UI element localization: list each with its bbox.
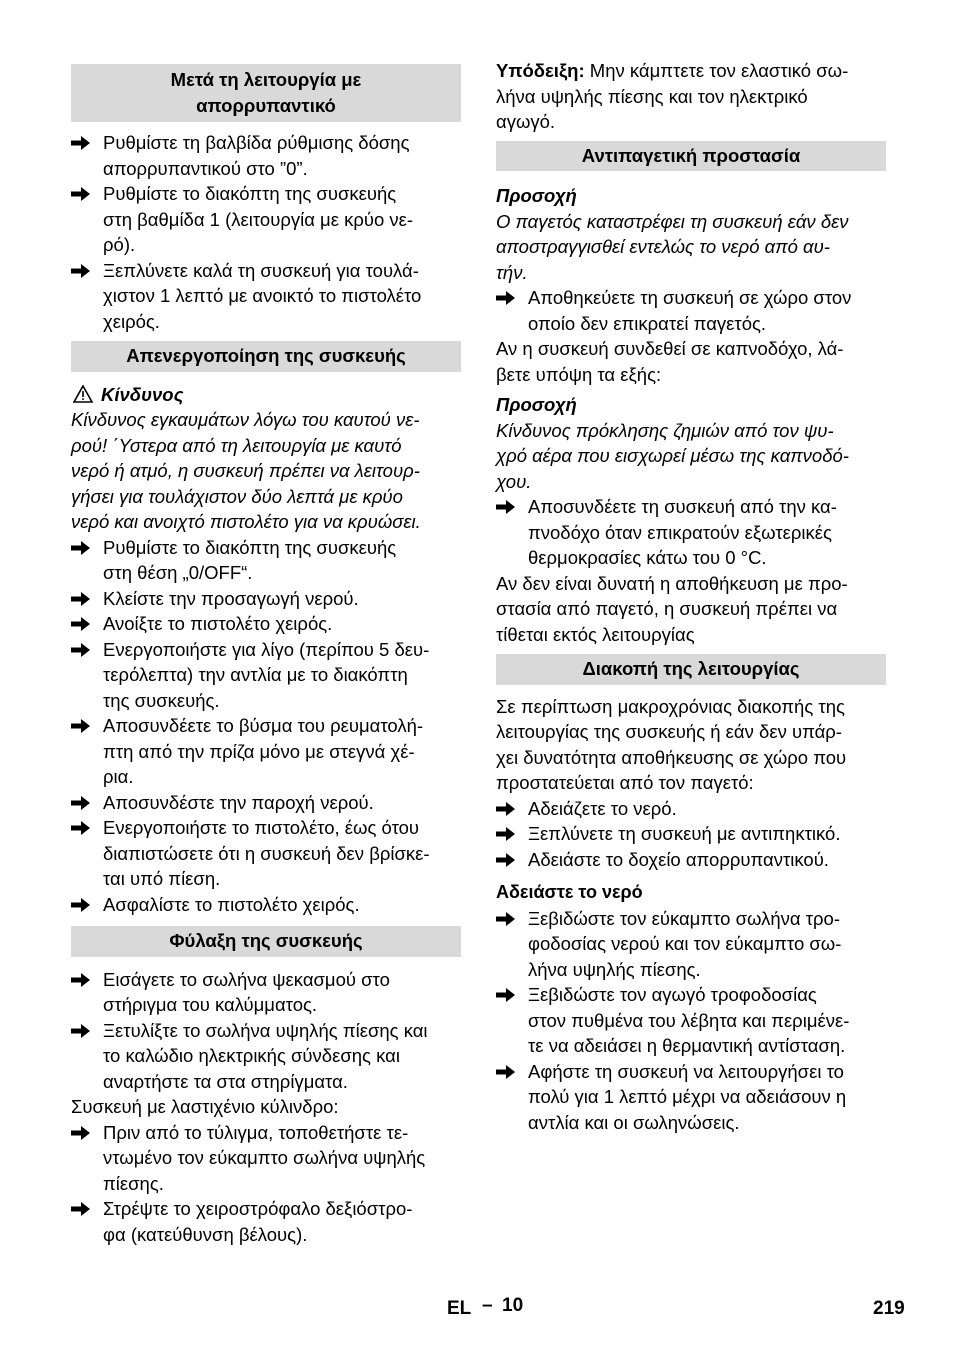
list-item-line: τερόλεπτα) την αντλία με το διακόπτη [103, 664, 408, 685]
arrow-right-icon [496, 852, 516, 868]
list-item-line: φα (κατεύθυνση βέλους). [103, 1223, 308, 1245]
arrow-right-icon [71, 1201, 91, 1217]
arrow-right-icon [496, 911, 516, 927]
arrow-right-icon [496, 801, 516, 817]
list-item-line: Ενεργοποιήστε το πιστολέτο, έως ότου [103, 817, 420, 838]
subheading-drain-water: Αδειάστε το νερό [496, 882, 643, 902]
text-line: προστατεύεται από τον παγετό: [496, 772, 754, 793]
list-item-line: Αποσυνδέστε την παροχή νερού. [103, 791, 374, 813]
text-line: γήσει για τουλάχιστον δύο λεπτά με κρύο [71, 485, 403, 507]
list-decommission [496, 796, 886, 873]
text-line: χου. [496, 470, 532, 492]
text-line: Αν δεν είναι δυνατή η αποθήκευση με προ- [496, 572, 848, 594]
list-item [71, 713, 461, 790]
list-item [71, 611, 461, 637]
footer-dash: – [482, 1295, 493, 1316]
list-item [71, 967, 461, 1018]
list-item-line: Ξεβιδώστε τον αγωγό τροφοδοσίας [528, 984, 817, 1005]
section-heading-after-detergent: Μετά τη λειτουργία με απορρυπαντικό [71, 64, 461, 122]
arrow-right-icon [71, 186, 91, 202]
list-item-line: στη θέση „0/OFF“. [103, 562, 253, 583]
list-item-line: ρια. [103, 766, 134, 787]
caution-text-2 [496, 418, 886, 495]
text-line: αποστραγγισθεί εντελώς το νερό από αυ- [496, 236, 830, 257]
list-item [71, 815, 461, 892]
list-item-line: πτη από την πρίζα μόνο με στεγνά χέ- [103, 740, 415, 762]
list-item-line: Αποσυνδέετε τη συσκευή από την κα- [528, 496, 837, 517]
paragraph-chimney [496, 336, 886, 387]
arrow-right-icon [71, 718, 91, 734]
text-line: Σε περίπτωση μακροχρόνιας διακοπής της [496, 695, 845, 717]
arrow-right-icon [71, 135, 91, 151]
list-item-line: ται υπό πίεση. [103, 868, 221, 889]
list-item-line: Αδειάστε το δοχείο απορρυπαντικού. [528, 848, 829, 870]
list-item-line: Αποθηκεύετε τη συσκευή σε χώρο στον [528, 287, 852, 308]
text-line: Αν η συσκευή συνδεθεί σε καπνοδόχο, λά- [496, 338, 844, 359]
list-item [71, 790, 461, 816]
list-after-detergent [71, 130, 461, 334]
text-line: χρό αέρα που εισχωρεί μέσω της καπνοδό- [496, 445, 849, 466]
arrow-right-icon [71, 263, 91, 279]
list-item [496, 494, 886, 571]
arrow-right-icon [71, 591, 91, 607]
paragraph-long-term [496, 694, 886, 796]
list-frost-1 [496, 285, 886, 336]
text-line: Κίνδυνος εγκαυμάτων λόγω του καυτού νε- [71, 409, 420, 430]
text-line: τίθεται εκτός λειτουργίας [496, 623, 695, 645]
list-frost-2 [496, 494, 886, 571]
list-item-line: στήριγμα του καλύμματος. [103, 994, 318, 1015]
right-column [496, 58, 886, 1135]
list-item-line: Ξετυλίξτε το σωλήνα υψηλής πίεσης και [103, 1019, 428, 1041]
section-heading-frost-protection: Αντιπαγετική προστασία [496, 141, 886, 172]
list-item-line: πολύ για 1 λεπτό μέχρι να αδειάσουν η [528, 1086, 847, 1107]
text-line: νερό ή ατμό, η συσκευή πρέπει να λειτουρ- [71, 460, 420, 481]
text-line: στασία από παγετό, η συσκευή πρέπει να [496, 598, 838, 619]
list-item-line: στον πυθμένα του λέβητα και περιμένε- [528, 1009, 850, 1031]
text-line: Ο παγετός καταστρέφει τη συσκευή εάν δεν [496, 210, 849, 232]
note-label: Υπόδειξη: [496, 60, 585, 81]
list-item-line: πίεσης. [103, 1172, 164, 1194]
list-item-line: Ρυθμίστε τη βαλβίδα ρύθμισης δόσης [103, 132, 410, 153]
list-item [496, 906, 886, 983]
list-item [71, 586, 461, 612]
danger-title: Κίνδυνος [71, 382, 461, 408]
arrow-right-icon [71, 642, 91, 658]
text-line: τήν. [496, 261, 528, 283]
list-item-line: Πριν από το τύλιγμα, τοποθετήστε τε- [103, 1121, 409, 1143]
list-item-line: το καλώδιο ηλεκτρικής σύνδεσης και [103, 1045, 400, 1066]
text-line: νερό και ανοιχτό πιστολέτο για να κρυώσει. [71, 511, 421, 532]
arrow-right-icon [71, 1023, 91, 1039]
list-item-line: Ρυθμίστε το διακόπτη της συσκευής [103, 536, 397, 558]
list-item [71, 181, 461, 258]
list-storage [71, 967, 461, 1095]
list-item [496, 796, 886, 822]
list-drain-water [496, 906, 886, 1136]
list-item-line: Στρέψτε το χειροστρόφαλο δεξιόστρο- [103, 1198, 413, 1219]
paragraph-no-frost-storage [496, 571, 886, 648]
list-item-line: Αφήστε τη συσκευή να λειτουργήσει το [528, 1060, 844, 1082]
list-item [71, 1120, 461, 1197]
list-item-line: χιστον 1 λεπτό με ανοικτό το πιστολέτο [103, 285, 422, 306]
text-line: χει δυνατότητα αποθήκευσης σε χώρο που [496, 746, 847, 768]
arrow-right-icon [71, 1125, 91, 1141]
list-item [71, 1196, 461, 1247]
arrow-right-icon [71, 616, 91, 632]
list-item-line: Ανοίξτε το πιστολέτο χειρός. [103, 613, 333, 634]
list-item-line: φοδοσίας νερού και τον εύκαμπτο σω- [528, 933, 842, 954]
page-number: 219 [873, 1298, 905, 1319]
left-column [71, 64, 461, 1247]
arrow-right-icon [71, 540, 91, 556]
caution-title-2: Προσοχή [496, 394, 577, 415]
arrow-right-icon [496, 826, 516, 842]
list-item [71, 1018, 461, 1095]
list-item [496, 285, 886, 336]
list-item [71, 892, 461, 918]
danger-text [71, 407, 461, 535]
arrow-right-icon [496, 290, 516, 306]
footer-language: EL [447, 1298, 472, 1319]
list-item-line: διαπιστώσετε ότι η συσκευή δεν βρίσκε- [103, 842, 430, 864]
caution-text-1 [496, 209, 886, 286]
arrow-right-icon [71, 820, 91, 836]
list-item-line: Ρυθμίστε το διακόπτη της συσκευής [103, 183, 397, 204]
list-item-line: λήνα υψηλής πίεσης. [528, 958, 701, 980]
list-item-line: αναρτήστε τα στα στηρίγματα. [103, 1070, 348, 1092]
list-item-line: χειρός. [103, 310, 160, 332]
section-heading-storage: Φύλαξη της συσκευής [71, 926, 461, 957]
arrow-right-icon [71, 795, 91, 811]
list-item-line: της συσκευής. [103, 689, 220, 711]
list-item-line: θερμοκρασίες κάτω του 0 °C. [528, 547, 767, 568]
arrow-right-icon [496, 1064, 516, 1080]
paragraph-rubber-reel: Συσκευή με λαστιχένιο κύλινδρο: [71, 1096, 339, 1117]
footer-section-page: 10 [502, 1295, 524, 1316]
list-item-line: Αποσυνδέετε το βύσμα του ρευματολή- [103, 715, 424, 736]
list-item [496, 847, 886, 873]
text-line: βετε υπόψη τα εξής: [496, 363, 662, 385]
caution-title-1: Προσοχή [496, 185, 577, 206]
list-item [71, 130, 461, 181]
text-line: λειτουργίας της συσκευής ή εάν δεν υπάρ- [496, 721, 842, 742]
list-item-line: Ενεργοποιήστε για λίγο (περίπου 5 δευ- [103, 638, 430, 660]
text-line: Κίνδυνος πρόκλησης ζημιών από τον ψυ- [496, 419, 834, 441]
list-item-line: Ξεβιδώστε τον εύκαμπτο σωλήνα τρο- [528, 907, 840, 929]
list-item-line: πνοδόχο όταν επικρατούν εξωτερικές [528, 521, 832, 543]
list-item-line: απορρυπαντικού στο ”0”. [103, 157, 308, 179]
section-heading-decommission: Διακοπή της λειτουργίας [496, 654, 886, 685]
list-item-line: Εισάγετε το σωλήνα ψεκασμού στο [103, 968, 390, 990]
arrow-right-icon [71, 972, 91, 988]
list-item-line: τε να αδειάσει η θερμαντική αντίσταση. [528, 1035, 846, 1056]
list-item-line: αντλία και οι σωληνώσεις. [528, 1111, 740, 1133]
list-item-line: Ξεπλύνετε καλά τη συσκευή για τουλά- [103, 259, 419, 281]
section-heading-shutdown: Απενεργοποίηση της συσκευής [71, 341, 461, 372]
arrow-right-icon [496, 499, 516, 515]
arrow-right-icon [71, 897, 91, 913]
list-item-line: Ξεπλύνετε τη συσκευή με αντιπηκτικό. [528, 823, 841, 844]
list-rubber-reel [71, 1120, 461, 1248]
list-item-line: οποίο δεν επικρατεί παγετός. [528, 312, 767, 334]
list-item [71, 258, 461, 335]
list-shutdown [71, 535, 461, 918]
warning-triangle-icon [73, 385, 93, 403]
text-line: ρού! ΄Υστερα από τη λειτουργία με καυτό [71, 434, 402, 456]
list-item-line: στη βαθμίδα 1 (λειτουργία με κρύο νε- [103, 208, 414, 230]
list-item-line: ρό). [103, 234, 136, 255]
arrow-right-icon [496, 987, 516, 1003]
list-item [71, 637, 461, 714]
note-paragraph: Υπόδειξη: Μην κάμπτετε τον ελαστικό σω- λήνα υψηλής πίεσης και τον ηλεκτρικό αγωγό. [496, 60, 849, 132]
list-item [71, 535, 461, 586]
list-item-line: Αδειάζετε το νερό. [528, 797, 677, 819]
list-item-line: Ασφαλίστε το πιστολέτο χειρός. [103, 893, 360, 915]
list-item-line: ντωμένο τον εύκαμπτο σωλήνα υψηλής [103, 1147, 426, 1168]
list-item [496, 1059, 886, 1136]
list-item [496, 982, 886, 1059]
list-item [496, 821, 886, 847]
list-item-line: Κλείστε την προσαγωγή νερού. [103, 587, 359, 609]
